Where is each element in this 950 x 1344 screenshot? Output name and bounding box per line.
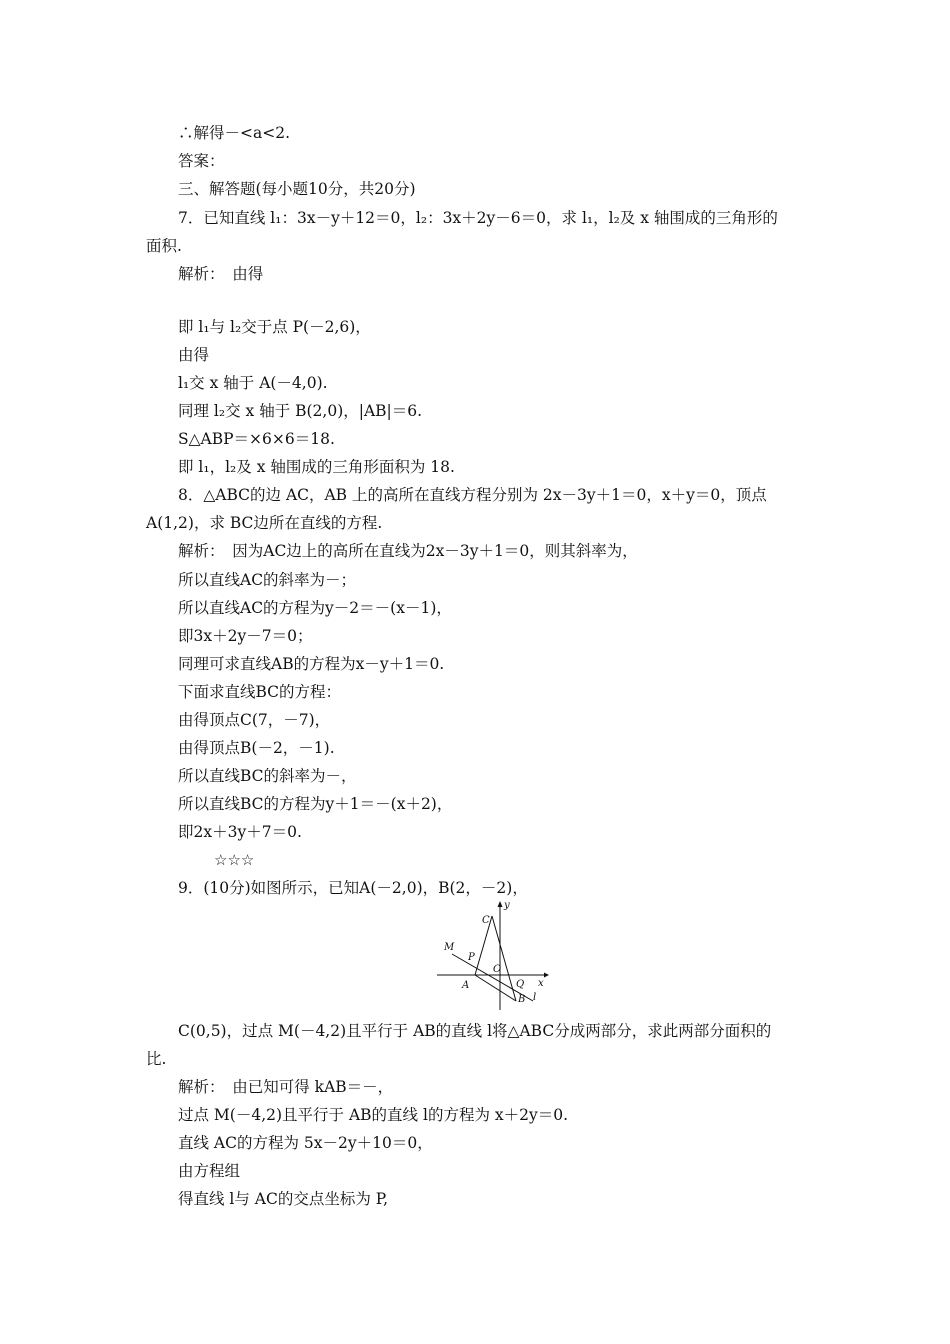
text-line-8: 由得 (178, 346, 210, 364)
text-line-19: 同理可求直线AB的方程为x－y＋1＝0. (178, 655, 445, 673)
triangle-figure (432, 898, 552, 1013)
label-m: M (444, 942, 455, 953)
text-line-30: 解析： 由已知可得 kAB＝－， (178, 1078, 394, 1096)
label-p: P (468, 952, 475, 963)
text-line-18: 即3x＋2y－7＝0； (178, 627, 313, 645)
text-line-6: 解析： 由得 (178, 265, 264, 283)
text-line-31: 过点 M(－4,2)且平行于 AB的直线 l的方程为 x＋2y＝0. (178, 1106, 569, 1124)
star-divider: ☆☆☆ (214, 851, 255, 869)
text-line-17: 所以直线AC的方程为y－2＝－(x－1)， (178, 599, 452, 617)
text-line-22: 由得顶点B(－2，－1). (178, 739, 335, 757)
label-l: l (533, 992, 537, 1003)
label-o: O (493, 964, 502, 975)
label-q: Q (516, 979, 525, 990)
text-line-9: l₁交 x 轴于 A(－4,0). (178, 374, 328, 392)
text-line-16: 所以直线AC的斜率为－； (178, 571, 357, 589)
problem-9-statement-cont: C(0,5)，过点 M(－4,2)且平行于 AB的直线 l将△ABC分成两部分，求此两部分面积的 (178, 1022, 772, 1040)
text-line-15: 解析： 因为AC边上的高所在直线为2x－3y＋1＝0，则其斜率为， (178, 542, 638, 560)
text-line-33: 由方程组 (178, 1162, 241, 1180)
text-line-32: 直线 AC的方程为 5x－2y＋10＝0， (178, 1134, 433, 1152)
label-x: x (538, 978, 544, 989)
problem-9-statement: 9．(10分)如图所示，已知A(－2,0)，B(2，－2)， (178, 879, 528, 897)
problem-9-statement-end: 比. (146, 1050, 167, 1068)
label-c: C (482, 915, 490, 926)
text-line-11: S△ABP＝×6×6＝18. (178, 430, 335, 448)
label-a: A (462, 980, 470, 991)
text-line-1: ∴解得－<a<2. (178, 124, 291, 142)
problem-8-statement-cont: A(1,2)，求 BC边所在直线的方程. (146, 514, 383, 532)
problem-7-statement-cont: 面积. (146, 237, 182, 255)
problem-8-statement: 8．△ABC的边 AC，AB 上的高所在直线方程分别为 2x－3y＋1＝0，x＋y＝0，顶点 (178, 486, 767, 504)
y-axis-arrow (498, 901, 503, 907)
problem-7-statement: 7．已知直线 l₁：3x－y＋12＝0，l₂：3x＋2y－6＝0，求 l₁，l₂及 x 轴围成的三角形的 (178, 209, 778, 227)
text-line-7: 即 l₁与 l₂交于点 P(－2,6)， (178, 318, 371, 336)
label-b: B (518, 994, 526, 1005)
text-line-10: 同理 l₂交 x 轴于 B(2,0)，|AB|＝6. (178, 402, 423, 420)
text-line-12: 即 l₁，l₂及 x 轴围成的三角形面积为 18. (178, 458, 455, 476)
text-line-23: 所以直线BC的斜率为－， (178, 767, 357, 785)
text-line-25: 即2x＋3y＋7＝0. (178, 823, 302, 841)
text-line-34: 得直线 l与 AC的交点坐标为 P, (178, 1190, 389, 1208)
x-axis-arrow (544, 973, 549, 978)
text-line-2: 答案： (178, 152, 225, 170)
text-line-20: 下面求直线BC的方程： (178, 683, 342, 701)
section-heading: 三、解答题(每小题10分，共20分) (178, 180, 416, 198)
text-line-24: 所以直线BC的方程为y＋1＝－(x＋2)， (178, 795, 453, 813)
label-y: y (504, 900, 510, 911)
text-line-21: 由得顶点C(7，－7)， (178, 711, 331, 729)
